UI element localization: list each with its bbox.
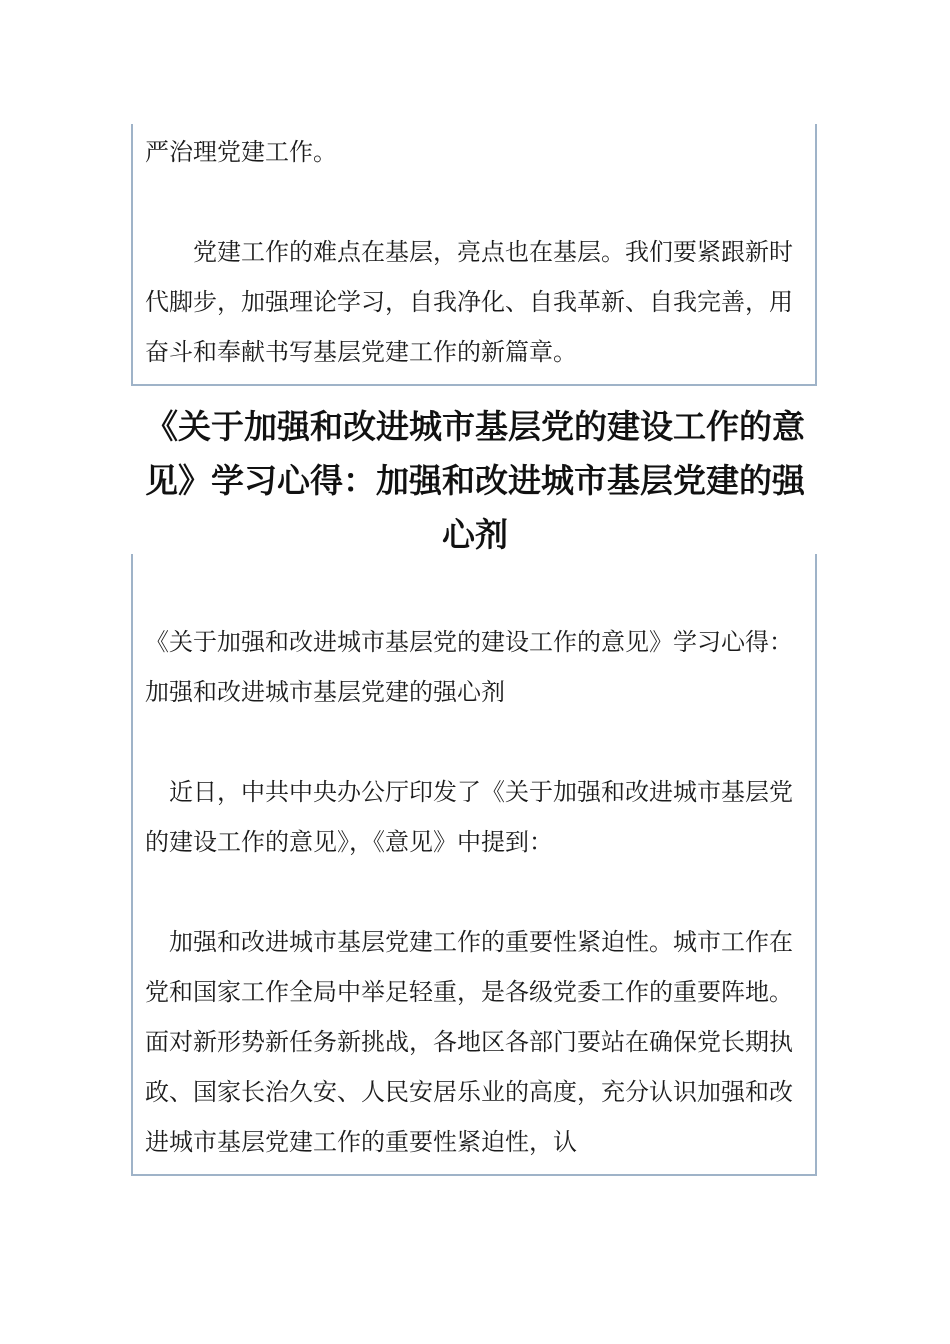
paragraph-conclusion: 党建工作的难点在基层，亮点也在基层。我们要紧跟新时代脚步，加强理论学习，自我净化、自我革新、自我完善，用奋斗和奉献书写基层党建工作的新篇章。 (145, 238, 793, 366)
paragraph-ending: 严治理党建工作。 (145, 138, 337, 166)
paragraph-intro: 近日，中共中央办公厅印发了《关于加强和改进城市基层党的建设工作的意见》，《意见》中提到： (145, 778, 793, 856)
paragraph-heading-repeat: 《关于加强和改进城市基层党的建设工作的意见》学习心得：加强和改进城市基层党建的强心剂 (145, 628, 793, 706)
top-text-box (131, 124, 817, 386)
article-title: 《关于加强和改进城市基层党的建设工作的意见》学习心得：加强和改进城市基层党建的强心剂 (145, 407, 805, 554)
bottom-text-box (131, 554, 817, 1176)
paragraph-body: 加强和改进城市基层党建工作的重要性紧迫性。城市工作在党和国家工作全局中举足轻重，是各级党委工作的重要阵地。面对新形势新任务新挑战，各地区各部门要站在确保党长期执政、国家长治久安、人民安居乐业的高度，充分认识加强和改进城市基层党建工作的重要性紧迫性，认 (145, 928, 793, 1156)
